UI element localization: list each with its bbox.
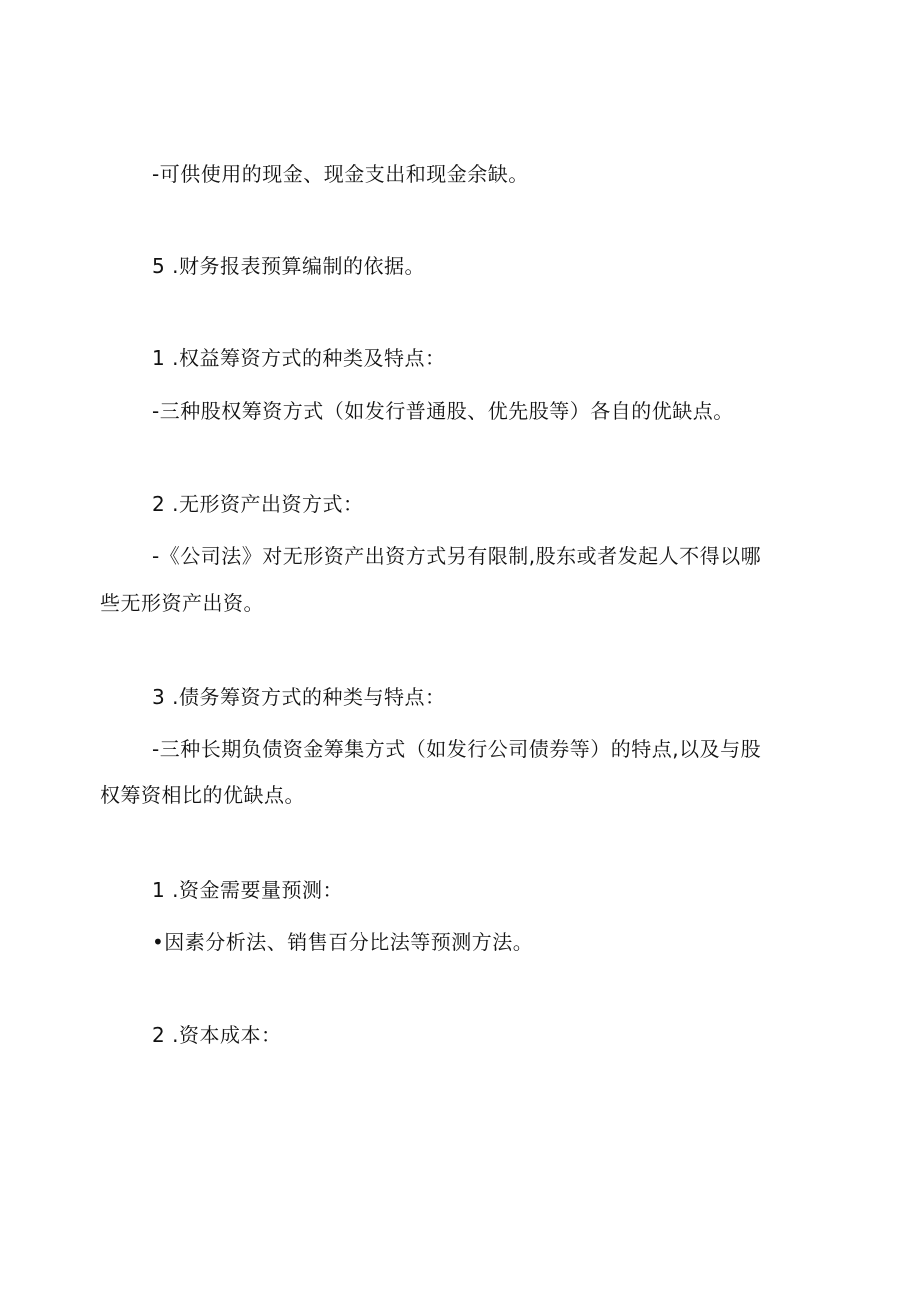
text-line-company-law-cont: 些无形资产出资。 bbox=[100, 591, 264, 615]
text-line-forecast-methods: •因素分析法、销售百分比法等预测方法。 bbox=[152, 930, 534, 954]
text-line-debt-methods: -三种长期负债资金筹集方式（如发行公司债券等）的特点,以及与股 bbox=[152, 737, 762, 761]
text-line-equity-methods: -三种股权筹资方式（如发行普通股、优先股等）各自的优缺点。 bbox=[152, 399, 734, 423]
heading-1-equity-financing: 1 .权益筹资方式的种类及特点： bbox=[152, 346, 446, 370]
heading-2-intangible-assets: 2 .无形资产出资方式： bbox=[152, 492, 364, 516]
heading-5-budget-basis: 5 .财务报表预算编制的依据。 bbox=[152, 254, 425, 278]
text-line-company-law: -《公司法》对无形资产出资方式另有限制,股东或者发起人不得以哪 bbox=[152, 544, 762, 568]
heading-3-debt-financing: 3 .债务筹资方式的种类与特点： bbox=[152, 685, 446, 709]
text-line-cash: -可供使用的现金、现金支出和现金余缺。 bbox=[152, 162, 529, 186]
text-line-debt-methods-cont: 权筹资相比的优缺点。 bbox=[100, 783, 305, 807]
heading-2-capital-cost: 2 .资本成本： bbox=[152, 1023, 282, 1047]
heading-1-capital-requirement: 1 .资金需要量预测： bbox=[152, 878, 343, 902]
